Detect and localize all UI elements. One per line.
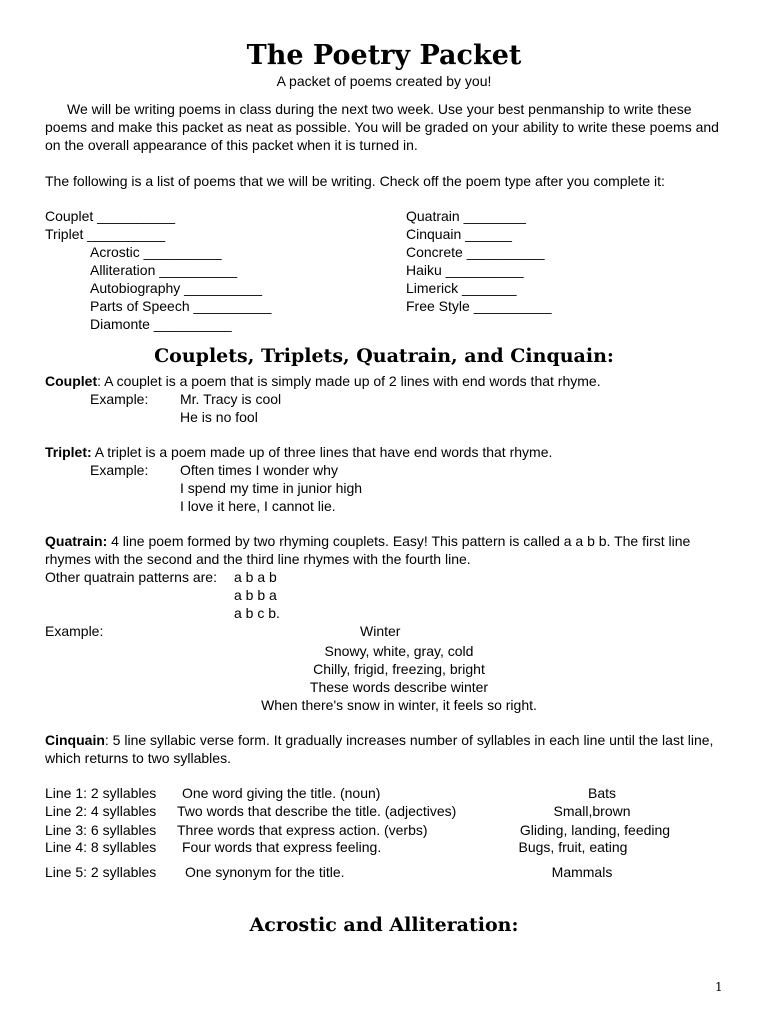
intro-paragraph: We will be writing poems in class during the next two week. Use your best penmanship to write these poems and make this packet as neat as possible. You will be graded on your ability to write these poems and on the overall appearance of this packet when it is turned in. (45, 101, 719, 153)
quatrain-patterns-label: Other quatrain patterns are: (45, 569, 217, 585)
couplet-term: Couplet (45, 373, 98, 389)
checklist-item: Concrete __________ (406, 244, 545, 260)
cinquain-line-desc: Two words that describe the title. (adjectives) (177, 803, 457, 819)
page-number: 1 (715, 980, 723, 994)
cinquain-example: Gliding, landing, feeding (519, 822, 671, 838)
checklist-item: Triplet __________ (45, 226, 166, 242)
quatrain-pattern: a b a b (234, 569, 277, 585)
quatrain-definition: Quatrain: 4 line poem formed by two rhyming couplets. Easy! This pattern is called a a b b. The first line rhymes with the second and the third line rhymes with the fourth line. (45, 533, 691, 567)
cinquain-line-label: Line 1: 2 syllables (45, 785, 157, 801)
triplet-term: Triplet: (45, 444, 92, 460)
checklist-item: Acrostic __________ (90, 244, 222, 260)
triplet-definition: Triplet: A triplet is a poem made up of three lines that have end words that rhyme. (45, 444, 553, 460)
example-line: Mr. Tracy is cool (180, 391, 282, 407)
example-line: When there's snow in winter, it feels so right. (261, 697, 537, 713)
quatrain-term: Quatrain: (45, 533, 108, 549)
cinquain-line-label: Line 5: 2 syllables (45, 864, 157, 880)
cinquain-line-desc: One synonym for the title. (185, 864, 345, 880)
cinquain-line-label: Line 4: 8 syllables (45, 839, 157, 855)
checklist-item: Couplet __________ (45, 208, 176, 224)
cinquain-line-desc: Three words that express action. (verbs) (177, 822, 428, 838)
checklist-item: Alliteration __________ (90, 262, 238, 278)
page-title: The Poetry Packet (246, 40, 522, 71)
example-line: Snowy, white, gray, cold (324, 643, 474, 659)
example-line: Chilly, frigid, freezing, bright (313, 661, 485, 677)
checklist-item: Autobiography __________ (90, 280, 263, 296)
checklist-item: Cinquain ______ (406, 226, 512, 242)
example-line: He is no fool (180, 409, 258, 425)
cinquain-line-label: Line 2: 4 syllables (45, 803, 157, 819)
cinquain-term: Cinquain (45, 732, 105, 748)
cinquain-line-label: Line 3: 6 syllables (45, 822, 157, 838)
section-heading: Couplets, Triplets, Quatrain, and Cinquain: (154, 345, 614, 367)
checklist-item: Limerick _______ (406, 280, 517, 296)
checklist-item: Quatrain ________ (406, 208, 526, 224)
cinquain-example: Bugs, fruit, eating (518, 839, 628, 855)
section-heading: Acrostic and Alliteration: (249, 914, 519, 936)
example-label: Example: (90, 462, 149, 478)
checklist-item: Parts of Speech __________ (90, 298, 272, 314)
checklist-item: Haiku __________ (406, 262, 524, 278)
cinquain-example: Bats (587, 785, 616, 801)
cinquain-line-desc: Four words that express feeling. (182, 839, 382, 855)
cinquain-definition: Cinquain: 5 line syllabic verse form. It gradually increases number of syllables in each line until the last line, which returns to two syllables. (45, 732, 714, 766)
checklist-item: Free Style __________ (406, 298, 552, 314)
example-line: I spend my time in junior high (180, 480, 363, 496)
example-label: Example: (90, 391, 149, 407)
cinquain-example: Small,brown (553, 803, 631, 819)
list-intro: The following is a list of poems that we will be writing. Check off the poem type after you complete it: (45, 173, 665, 189)
cinquain-line-desc: One word giving the title. (noun) (182, 785, 381, 801)
example-line: These words describe winter (309, 679, 489, 695)
example-label: Example: (45, 623, 104, 639)
quatrain-pattern: a b c b. (234, 605, 280, 621)
cinquain-example: Mammals (551, 864, 613, 880)
page-subtitle: A packet of poems created by you! (276, 73, 492, 89)
example-line: I love it here, I cannot lie. (180, 498, 336, 514)
quatrain-pattern: a b b a (234, 587, 277, 603)
example-line: Often times I wonder why (180, 462, 338, 478)
checklist-item: Diamonte __________ (90, 316, 232, 332)
couplet-definition: Couplet: A couplet is a poem that is simply made up of 2 lines with end words that rhyme. (45, 373, 601, 389)
